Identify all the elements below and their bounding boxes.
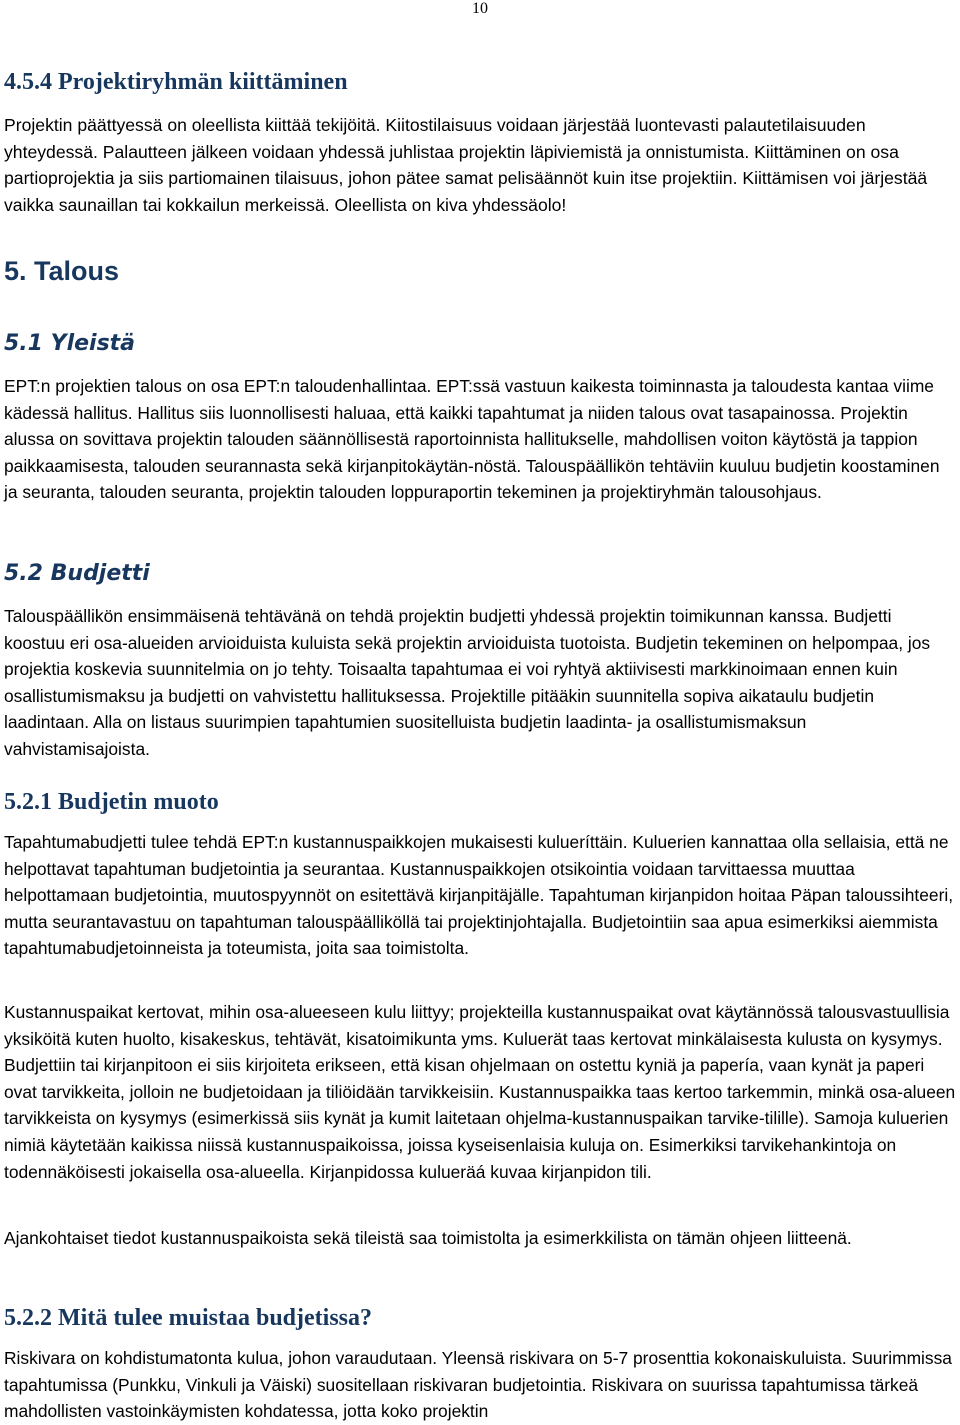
- paragraph-riskivara: Riskivara on kohdistumatonta kulua, johon varaudutaan. Yleensä riskivara on 5-7 prosenttia kokonaiskuluista. Suurimmissa tapahtumissa (Punkku, Vinkuli ja Väiski) suositellaan riskivaran budjetointia. Riskivara on suurissa tapahtumissa tärkeä mahdollisten vastoinkäymisten kohdatessa, jotta koko projektin: [4, 1348, 952, 1422]
- heading-5-2-2: 5.2.2 Mitä tulee muistaa budjetissa?: [4, 1305, 372, 1331]
- heading-5-1: 5.1 Yleistä: [4, 331, 136, 356]
- heading-5-talous: 5. Talous: [4, 256, 120, 286]
- heading-5-2-1: 5.2.1 Budjetin muoto: [4, 789, 219, 815]
- paragraph-budjetin-muoto-3: Ajankohtaiset tiedot kustannuspaikoista sekä tileistä saa toimistolta ja esimerkkilista on tämän ohjeen liitteenä.: [4, 1228, 852, 1248]
- paragraph-yleista: EPT:n projektien talous on osa EPT:n taloudenhallintaa. EPT:ssä vastuun kaikesta toiminnasta ja taloudesta kantaa viime kädessä hallitus. Hallitus siis luonnollisesti haluaa, että kaikki tapahtumat ja niiden talous ovat tasapainossa. Projektin alussa on sovittava projektin talouden säännöllisestä raportoinnista hallitukselle, mahdollisen voiton käytöstä ja tappion paikkaamisesta, talouden seurannasta sekä kirjanpitokäytän-nöstä. Talouspäällikön tehtäviin kuuluu budjetin koostaminen ja seuranta, talouden seuranta, projektin talouden loppuraportin tekeminen ja projektiryhmän talousohjaus.: [4, 376, 940, 503]
- paragraph-kiittaminen: Projektin päättyessä on oleellista kiittää tekijöitä. Kiitostilaisuus voidaan järjestää luontevasti palautetilaisuuden yhteydessä. Palautteen jälkeen voidaan yhdessä juhlistaa projektin läpiviemistä ja onnistumista. Kiittäminen on osa partioprojektia ja siis partiomainen tilaisuus, johon pätee samat pelisäännöt kuin itse projektiin. Kiittämisen voi järjestää vaikka saunaillan tai kokkailun merkeissä. Oleellista on kiva yhdessäolo!: [4, 115, 928, 215]
- paragraph-budjetin-muoto-1: Tapahtumabudjetti tulee tehdä EPT:n kustannuspaikkojen mukaisesti kulueríttäin. Kuluerien kannattaa olla sellaisia, että ne helpottavat tapahtuman budjetointia ja seurantaa. Kustannuspaikkojen otsikointia voidaan tarvittaessa muuttaa helpottamaan budjetointia, muutospyynnöt on esitettävä kirjanpitäjälle. Tapahtuman kirjanpidon hoitaa Päpan taloussihteeri, mutta seurantavastuu on tapahtuman talouspäälliköllä tai projektinjohtajalla. Budjetointiin saa apua esimerkiksi aiemmista tapahtumabudjetoinneista ja toteumista, joita saa toimistolta.: [4, 832, 954, 959]
- paragraph-budjetin-muoto-2: Kustannuspaikat kertovat, mihin osa-alueeseen kulu liittyy; projekteilla kustannuspaikat ovat käytännössä talousvastuullisia yksiköitä kuten huolto, kisakeskus, tehtävät, kisatoimikunta yms. Kuluerät taas kertovat minkälaisesta kulusta on kysymys. Budjettiin tai kirjanpitoon ei siis kirjoiteta erikseen, että kisan ohjelmaan on ostettu kyniä ja papería, vaan kynät ja paperi ovat tarvikkeita, jolloin ne budjetoidaan ja tiliöidään tarvikkeisiin. Kustannuspaikka taas kertoo tarkemmin, minkä osa-alueen tarvikkeista on kysymys (esimerkissä siis kynät ja kumit laitetaan ohjelma-kustannuspaikan tarvike-tilille). Samoja kuluerien nimiä käytetään kaikissa niissä kustannuspaikoissa, joissa kyseisenlaisia kuluja on. Esimerkiksi tarvikehankintoja on todennäköisesti jokaisella osa-alueella. Kirjanpidossa kulueräá kuvaa kirjanpidon tili.: [4, 1002, 956, 1182]
- page-number: 10: [472, 0, 488, 17]
- heading-5-2: 5.2 Budjetti: [4, 561, 150, 586]
- heading-4-5-4: 4.5.4 Projektiryhmän kiittäminen: [4, 69, 348, 95]
- paragraph-budjetti: Talouspäällikön ensimmäisenä tehtävänä on tehdä projektin budjetti yhdessä projektin toimikunnan kanssa. Budjetti koostuu eri osa-alueiden arvioiduista kuluista sekä projektin arvioiduista tuotoista. Budjetin tekeminen on helpompaa, jos projektia koskevia suunnitelmia on jo tehty. Toisaalta tapahtumaa ei voi ryhtyä aktiivisesti markkinoimaan ennen kuin osallistumismaksu ja budjetti on vahvistettu hallituksessa. Projektille pitääkin suunnitella sopiva aikataulu budjetin laadintaan. Alla on listaus suurimpien tapahtumien suositelluista budjetin laadinta- ja osallistumismaksun vahvistamisajoista.: [4, 606, 931, 759]
